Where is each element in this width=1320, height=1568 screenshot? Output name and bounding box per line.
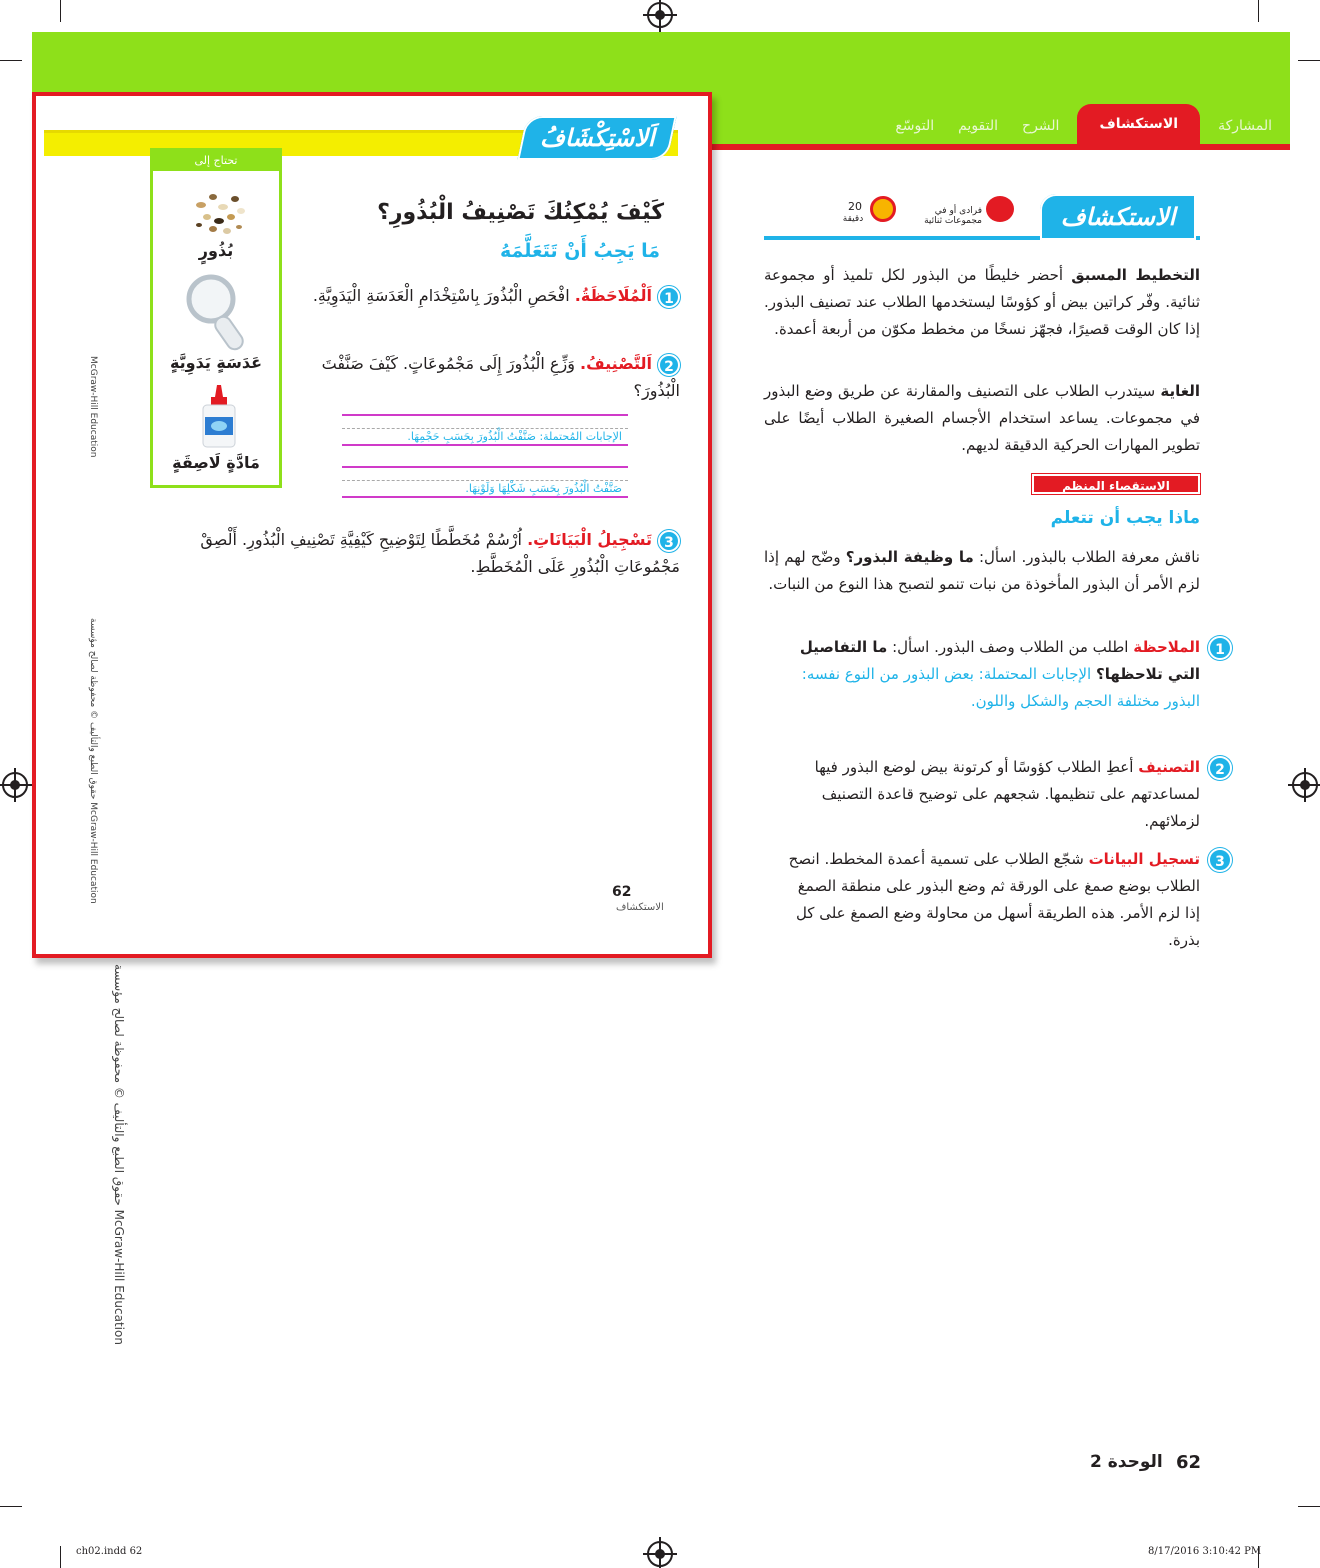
step-number: 3	[658, 530, 680, 552]
crop-mark	[60, 1546, 61, 1568]
time-value: 20	[848, 200, 862, 213]
answer-text: الإجابات المُحتملة: صَنَّفْتُ الْبُذُورَ بِحَسَبِ حَجْمِهَا.	[407, 430, 622, 443]
hand-lens-icon	[183, 273, 253, 353]
planning-label: التخطيط المسبق	[1071, 266, 1200, 284]
side-credit: McGraw-Hill Education	[88, 356, 98, 458]
step-number: 2	[1208, 756, 1232, 780]
crop-mark	[1258, 0, 1259, 22]
step-text: أعطِ الطلاب كؤوسًا أو كرتونة بيض لوضع البذور فيها لمساعدتهم على تنظيمها. شجعهم على توضيح قاعدة التصنيف لزملائهم.	[814, 758, 1200, 830]
registration-mark-icon	[1292, 772, 1318, 798]
crop-mark	[0, 1506, 22, 1507]
teacher-step-classification	[780, 754, 1225, 835]
planning-paragraph	[764, 262, 1200, 343]
step-number: 1	[658, 286, 680, 308]
crop-mark	[0, 60, 22, 61]
student-page-section: الاستكشاف	[616, 902, 664, 913]
timer-icon	[870, 196, 896, 222]
step-number: 1	[1208, 636, 1232, 660]
learning-goal-heading: مَا يَجِبُ أَنْ تَتَعَلَّمَهُ	[499, 240, 660, 262]
step-text: اطلب من الطلاب وصف البذور. اسأل:	[892, 638, 1129, 656]
step-label: تَسْجِيلُ الْبَيَانَاتِ.	[527, 530, 652, 549]
step-classification	[300, 350, 680, 404]
material-glue: مَادَّةٍ لَاصِقَةٍ	[172, 453, 260, 472]
tab-underline	[712, 144, 1290, 150]
crop-mark	[1298, 1506, 1320, 1507]
registration-mark-icon	[647, 1541, 673, 1567]
file-slug: ch02.indd 62	[76, 1546, 143, 1557]
step-label: اَلتَّصْنِيفُ.	[580, 354, 652, 373]
goal-paragraph	[764, 378, 1200, 459]
step-answer: الإجابات المحتملة: بعض البذور من النوع نفسه: البذور مختلفة الحجم والشكل واللون.	[801, 665, 1200, 710]
answer-guide-line	[342, 480, 628, 481]
tab-extend[interactable]: التوسّع	[895, 118, 935, 134]
planning-text: أحضر خليطًا من البذور لكل تلميذ أو مجموعة ثنائية. وفّر كراتين بيض أو كؤوسًا ليستخدمها الطلاب عند تصنيف البذور. إذا كان الوقت قصيرًا، فجهّز نسخًا من مخطط مكوّن من أربعة أعمدة.	[764, 266, 1200, 338]
step-text: شجّع الطلاب على تسمية أعمدة المخطط. انصح الطلاب بوضع صمغ على الورقة ثم وضع البذور على منطقة الصمغ إذا لزم الأمر. هذه الطريقة أسهل من محاولة وضع الصمغ على كل بذرة.	[788, 850, 1200, 949]
footer-unit: الوحدة 2	[1090, 1452, 1163, 1472]
material-hand-lens: عَدَسَةٍ يَدَوِيَّةٍ	[169, 353, 263, 372]
step-record-data	[160, 526, 680, 580]
goal-label: الغاية	[1160, 382, 1200, 400]
teacher-step-record-data	[780, 846, 1225, 954]
crop-mark	[60, 0, 61, 22]
step-label: اَلْمُلَاحَظَةُ.	[574, 286, 652, 305]
answer-guide-line	[342, 428, 628, 429]
step-observation	[300, 282, 680, 309]
tab-explore[interactable]: الاستكشاف	[1077, 104, 1200, 144]
explore-banner-label: اَلاسْتِكْشَافُ	[539, 124, 655, 152]
tab-engage[interactable]: المشاركة	[1218, 118, 1272, 134]
materials-box	[150, 148, 282, 488]
materials-heading: تحتاج إلى	[153, 151, 279, 171]
teacher-explore-banner: الاستكشاف	[1040, 194, 1196, 240]
answer-line	[342, 444, 628, 446]
step-text: اُرْسُمْ مُخَطَّطًا لِتَوْضِيحِ كَيْفِيَّةِ تَصْنِيفِ الْبُذُورِ. أَلْصِقْ مَجْمُوعَاتِ الْبُذُورِ عَلَى الْمُخَطَّطِ.	[200, 530, 680, 576]
seeds-icon	[191, 185, 249, 239]
question-title: كَيْفَ يُمْكِنُكَ تَصْنِيفُ الْبُذُورِ؟	[377, 200, 664, 225]
answer-text: صَنَّفْتُ الْبُذُورَ بِحَسَبِ شَكْلِهَا وَلَوْنِهَا.	[465, 482, 622, 495]
step-text: افْحَصِ الْبُذُورَ بِاسْتِخْدَامِ الْعَدَسَةِ الْيَدَوِيَّةِ.	[312, 286, 570, 305]
grouping-text: فرادى أو في مجموعات ثنائية	[924, 206, 982, 226]
step-label: التصنيف	[1138, 758, 1200, 776]
date-slug: 8/17/2016 3:10:42 PM	[1148, 1546, 1262, 1557]
material-seeds: بُذُورٍ	[198, 241, 234, 260]
step-number: 2	[658, 354, 680, 376]
side-copyright-large: حقوق الطبع والتأليف © محفوظة لصالح مؤسسة McGraw-Hill Education	[112, 964, 126, 1345]
tab-explain[interactable]: الشرح	[1022, 118, 1060, 134]
structured-inquiry-badge: الاستقصاء المنظم	[1032, 474, 1200, 494]
crop-mark	[1298, 60, 1320, 61]
goal-text: سيتدرب الطلاب على التصنيف والمقارنة عن طريق وضع البذور في مجموعات. يساعد استخدام الأجسام الصغيرة الطلاب أيضًا على تطوير المهارات الحركية الدقيقة لديهم.	[764, 382, 1200, 454]
tab-evaluate[interactable]: التقويم	[958, 118, 999, 134]
student-page-number: 62	[612, 884, 632, 900]
step-question: ما التفاصيل التي تلاحظها؟	[799, 638, 1200, 683]
intro-question: ما وظيفة البذور؟	[845, 548, 974, 566]
intro-paragraph	[764, 544, 1200, 598]
side-copyright: حقوق الطبع والتأليف © محفوظة لصالح مؤسسة McGraw-Hill Education	[88, 618, 98, 904]
teacher-step-observation	[780, 634, 1225, 715]
footer-page-number: 62	[1176, 1452, 1202, 1473]
glue-bottle-icon	[199, 385, 239, 449]
lesson-tabs	[712, 100, 1290, 144]
step-number: 3	[1208, 848, 1232, 872]
answer-line	[342, 414, 628, 416]
step-label: تسجيل البيانات	[1088, 850, 1200, 868]
step-text: وَزِّعِ الْبُذُورَ إِلَى مَجْمُوعَاتٍ. كَيْفَ صَنَّفْتَ الْبُذُورَ؟	[321, 354, 680, 400]
answer-line	[342, 496, 628, 498]
registration-mark-icon	[2, 772, 28, 798]
registration-mark-icon	[647, 2, 673, 28]
explore-banner	[517, 116, 676, 160]
grouping-icon	[986, 196, 1014, 222]
time-unit: دقيقة	[842, 214, 864, 224]
answer-line	[342, 466, 628, 468]
intro-text: ناقش معرفة الطلاب بالبذور. اسأل:	[978, 548, 1200, 566]
teacher-learning-heading: ماذا يجب أن تتعلم	[1050, 508, 1200, 528]
step-label: الملاحظة	[1133, 638, 1200, 656]
student-page	[32, 92, 712, 958]
intro-text-after: وضّح لهم إذا لزم الأمر أن البذور المأخوذة من نبات تنمو لتصبح هذا النوع من النبات.	[764, 548, 1200, 593]
